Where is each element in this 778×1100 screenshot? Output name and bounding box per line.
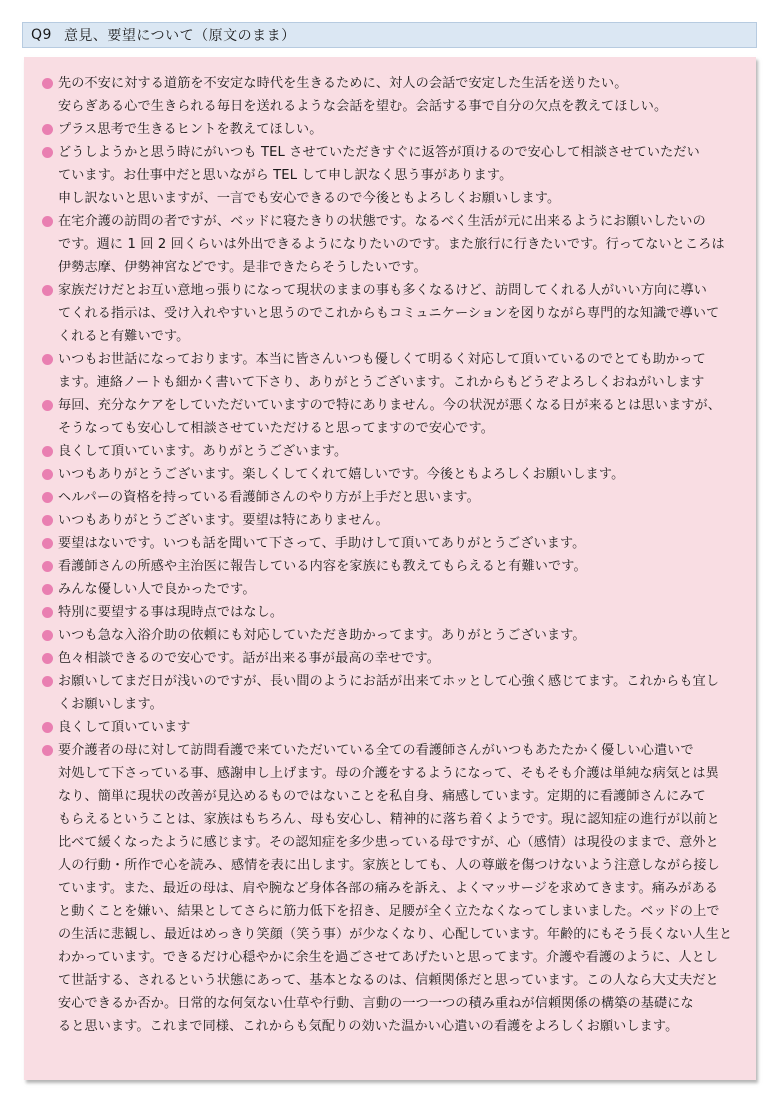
bullet-dot-icon [42,469,53,480]
question-number: Q9 [31,27,52,43]
comment-item [58,141,742,210]
comment-text: いつもお世話になっております。本当に皆さんいつも優しくて明るく対応して頂いているのでとても助かって ます。連絡ノートも細かく書いて下さり、ありがとうございます。これからもどうぞよろしくおねがいします [58,352,706,390]
comment-item [58,72,742,118]
comment-text: プラス思考で生きるヒントを教えてほしい。 [58,122,323,137]
bullet-dot-icon [42,285,53,296]
comment-item [58,739,742,1038]
question-title: 意見、要望について（原文のまま） [63,28,296,44]
comment-text: 先の不安に対する道筋を不安定な時代を生きるために、対人の会話で安定した生活を送りたい。 安らぎある心で生きられる毎日を送れるような会話を望む。会話する事で自分の欠点を教えてほしい。 [58,76,668,114]
comment-item [58,716,742,739]
comments-panel [24,57,756,1080]
bullet-dot-icon [42,722,53,733]
bullet-dot-icon [42,216,53,227]
comment-text: いつもありがとうございます。楽しくしてくれて嬉しいです。今後ともよろしくお願いします。 [58,467,625,482]
bullet-dot-icon [42,515,53,526]
bullet-dot-icon [42,630,53,641]
comment-item [58,463,742,486]
comment-text: 在宅介護の訪問の者ですが、ベッドに寝たきりの状態です。なるべく生活が元に出来るようにお願いしたいの です。週に 1 回 2 回くらいは外出できるようになりたいのです。また旅行に行きたいです。行ってないところは 伊勢志摩、伊勢神宮などです。是非できたらそうしたいです。 [58,214,725,275]
bullet-dot-icon [42,584,53,595]
comment-item [58,647,742,670]
bullet-dot-icon [42,400,53,411]
comment-text: いつも急な入浴介助の依頼にも対応していただき助かってます。ありがとうございます。 [58,628,586,643]
comment-item [58,440,742,463]
comment-item [58,118,742,141]
comment-text: いつもありがとうございます。要望は特にありません。 [58,513,389,528]
comment-item [58,210,742,279]
comment-text: 要望はないです。いつも話を聞いて下さって、手助けして頂いてありがとうございます。 [58,536,586,551]
bullet-dot-icon [42,676,53,687]
comment-text: どうしようかと思う時にがいつも TEL させていただきすぐに返答が頂けるので安心して相談させていただい ています。お仕事中だと思いながら TEL して申し訳なく思う事があります。 申し訳ないと思いますが、一言でも安心できるので今後ともよろしくお願いします。 [58,145,700,206]
bullet-dot-icon [42,607,53,618]
bullet-dot-icon [42,492,53,503]
bullet-dot-icon [42,561,53,572]
comment-item [58,624,742,647]
comment-text: 要介護者の母に対して訪問看護で来ていただいている全ての看護師さんがいつもあたたかく優しい心遣いで 対処して下さっている事、感謝申し上げます。母の介護をするようになって、そもそも介護は単純な病気とは異 なり、簡単に現状の改善が見込めるものではないことを私自身、痛感しています。定期的に看護師さんにみて もらえるということは、家族はもちろん、母も安心し、精神的に落ち着くようです。現に認知症の進行が以前と 比べて緩くなったように感じます。その認知症を多少患っている母ですが、心（感情）は現役のままで、意外と 人の行動・所作で心を読み、感情を表に出します。家族としても、人の尊厳を傷つけないよう注意しながら接し ています。また、最近の母は、肩や腕など身体各部の痛みを訴え、よくマッサージを求めてきます。痛みがある と動くことを嫌い、結果としてさらに筋力低下を招き、足腰が全く立たなくなってしまいました。ベッドの上で の生活に悲観し、最近はめっきり笑顔（笑う事）が少なくなり、心配しています。年齢的にもそう長くない人生と わかっています。できるだけ心穏やかに余生を過ごさせてあげたいと思ってます。介護や看護のように、人とし て世話する、されるという状態にあって、基本となるのは、信頼関係だと思っています。この人なら大丈夫だと 安心できるか否か。日常的な何気ない仕草や行動、言動の一つ一つの積み重ねが信頼関係の構築の基礎にな ると思います。これまで同様、これからも気配りの効いた温かい心遣いの看護をよろしくお願いします。 [58,743,733,1034]
bullet-dot-icon [42,653,53,664]
comment-item [58,578,742,601]
comment-item [58,348,742,394]
comment-item [58,670,742,716]
bullet-dot-icon [42,147,53,158]
comment-item [58,279,742,348]
comment-text: お願いしてまだ日が浅いのですが、長い間のようにお話が出来てホッとして心強く感じてます。これからも宜し くお願いします。 [58,674,720,712]
bullet-dot-icon [42,446,53,457]
comment-list [58,72,742,1038]
comment-text: みんな優しい人で良かったです。 [58,582,256,597]
bullet-dot-icon [42,745,53,756]
comment-item [58,555,742,578]
question-header [22,22,757,48]
comment-text: 色々相談できるので安心です。話が出来る事が最高の幸せです。 [58,651,440,666]
comment-item [58,394,742,440]
comment-text: 良くして頂いています。ありがとうございます。 [58,444,348,459]
comment-text: 特別に要望する事は現時点ではなし。 [58,605,284,620]
comment-text: 毎回、充分なケアをしていただいていますので特にありません。今の状況が悪くなる日が来るとは思いますが、 そうなっても安心して相談させていただけると思ってますので安心です。 [58,398,721,436]
bullet-dot-icon [42,538,53,549]
bullet-dot-icon [42,124,53,135]
comment-text: 看護師さんの所感や主治医に報告している内容を家族にも教えてもらえると有難いです。 [58,559,587,574]
comment-text: 家族だけだとお互い意地っ張りになって現状のままの事も多くなるけど、訪問してくれる人がいい方向に導い てくれる指示は、受け入れやすいと思うのでこれからもコミュニケーションを図りながら専門的な知識で導いて くれると有難いです。 [58,283,720,344]
bullet-dot-icon [42,354,53,365]
comment-item [58,486,742,509]
comment-item [58,601,742,624]
comment-item [58,509,742,532]
bullet-dot-icon [42,78,53,89]
comment-item [58,532,742,555]
comment-text: 良くして頂いています [58,720,191,735]
comment-text: ヘルパーの資格を持っている看護師さんのやり方が上手だと思います。 [58,490,480,505]
